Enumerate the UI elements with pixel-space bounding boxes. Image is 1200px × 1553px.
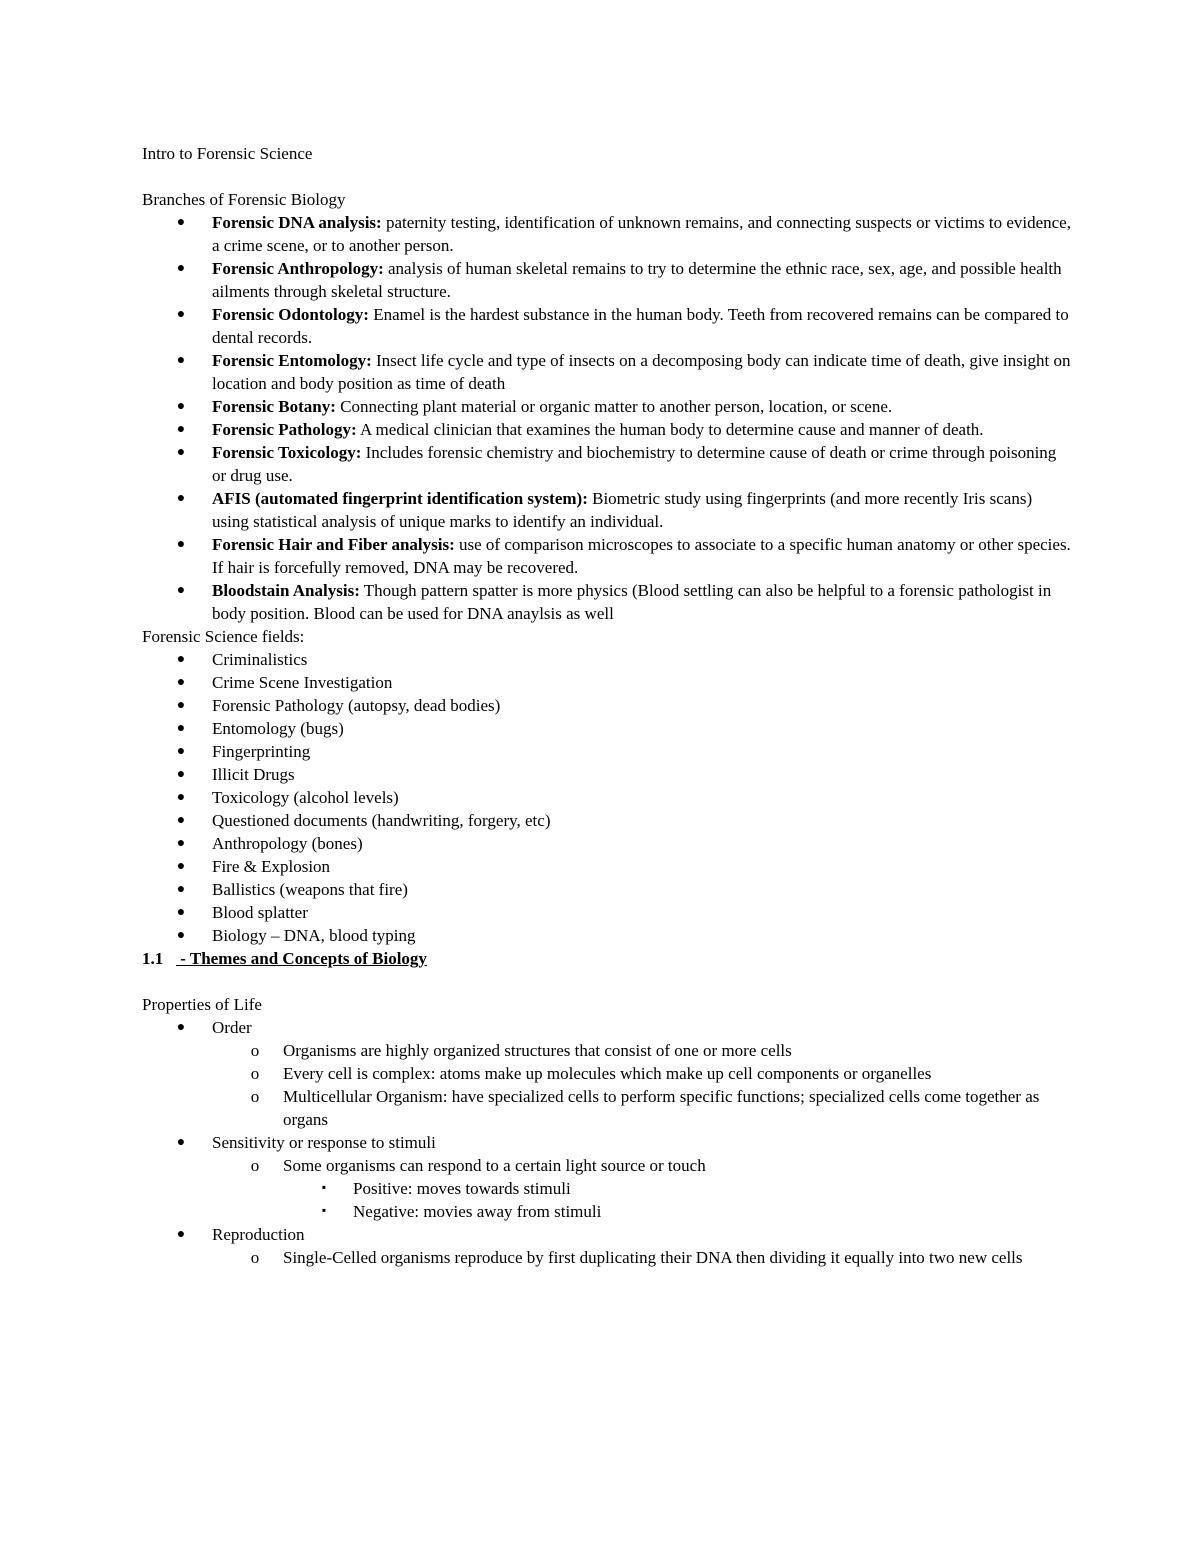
bullet-icon: ●	[176, 721, 186, 736]
branch-term: AFIS (automated fingerprint identification system):	[212, 489, 588, 508]
list-item	[142, 786, 1072, 809]
list-item	[142, 717, 1072, 740]
branch-text: Includes forensic chemistry and biochemistry to determine cause of death or crime through poisoning or drug use.	[212, 443, 1057, 485]
bullet-icon: ●	[176, 790, 186, 805]
list-item	[142, 1016, 1072, 1131]
property-label: Reproduction	[212, 1225, 305, 1244]
list-item	[142, 1131, 1072, 1223]
bullet-icon: ●	[176, 813, 186, 828]
bullet-icon: ●	[176, 215, 186, 230]
list-item	[142, 349, 1072, 395]
section-number: 1.1	[142, 949, 164, 968]
sub-item-text: Single-Celled organisms reproduce by first duplicating their DNA then dividing it equally into two new cells	[283, 1248, 1023, 1267]
property-label: Order	[212, 1018, 252, 1037]
sensitivity-sublist	[212, 1154, 1072, 1223]
field-text: Criminalistics	[212, 650, 308, 669]
branch-term: Forensic Entomology:	[212, 351, 372, 370]
list-item	[142, 257, 1072, 303]
stimuli-sublist	[283, 1177, 1072, 1223]
branch-term: Forensic Pathology:	[212, 420, 357, 439]
bullet-icon: ●	[176, 836, 186, 851]
sub-item-text: Every cell is complex: atoms make up molecules which make up cell components or organelles	[283, 1064, 932, 1083]
sub-item-text: Multicellular Organism: have specialized cells to perform specific functions; specialized cells come together as organs	[283, 1087, 1040, 1129]
branch-text: paternity testing, identification of unknown remains, and connecting suspects or victims to evidence, a crime scene, or to another person.	[212, 213, 1071, 255]
sub-list-item	[212, 1062, 1072, 1085]
field-text: Entomology (bugs)	[212, 719, 344, 738]
field-text: Fingerprinting	[212, 742, 311, 761]
bullet-icon: ●	[176, 859, 186, 874]
fields-list	[142, 648, 1072, 947]
order-sublist	[212, 1039, 1072, 1131]
bullet-icon: ●	[176, 1227, 186, 1242]
list-item	[142, 441, 1072, 487]
bullet-icon: ●	[176, 882, 186, 897]
bullet-icon: ●	[176, 744, 186, 759]
branch-text: A medical clinician that examines the human body to determine cause and manner of death.	[356, 420, 984, 439]
bullet-icon: ●	[176, 767, 186, 782]
field-text: Ballistics (weapons that fire)	[212, 880, 408, 899]
bullet-icon: ●	[176, 698, 186, 713]
list-item	[142, 901, 1072, 924]
branch-term: Forensic Toxicology:	[212, 443, 362, 462]
bullet-icon: ●	[176, 1020, 186, 1035]
list-item	[142, 671, 1072, 694]
bullet-icon: ●	[176, 261, 186, 276]
field-text: Biology – DNA, blood typing	[212, 926, 416, 945]
bullet-icon: ●	[176, 399, 186, 414]
bullet-icon: ●	[176, 583, 186, 598]
properties-heading: Properties of Life	[142, 995, 262, 1014]
section-title: - Themes and Concepts of Biology	[176, 949, 427, 968]
bullet-icon: ●	[176, 1135, 186, 1150]
sub-sub-item-text: Negative: movies away from stimuli	[353, 1202, 602, 1221]
branch-term: Forensic Hair and Fiber analysis:	[212, 535, 455, 554]
sub-list-item	[212, 1085, 1072, 1131]
list-item	[142, 763, 1072, 786]
bullet-icon: ●	[176, 928, 186, 943]
field-text: Forensic Pathology (autopsy, dead bodies)	[212, 696, 501, 715]
branch-text: use of comparison microscopes to associate to a specific human anatomy or other species. If hair is forcefully removed, DNA may be recovered.	[212, 535, 1071, 577]
branch-term: Forensic Anthropology:	[212, 259, 384, 278]
sub-sub-list-item	[283, 1177, 1072, 1200]
branch-text: Though pattern spatter is more physics (Blood settling can also be helpful to a forensic pathologist in body position. Blood can be used for DNA anaylsis as well	[212, 581, 1052, 623]
field-text: Blood splatter	[212, 903, 308, 922]
list-item	[142, 648, 1072, 671]
branch-text: analysis of human skeletal remains to try to determine the ethnic race, sex, age, and possible health ailments through skeletal structure.	[212, 259, 1062, 301]
bullet-icon: ●	[176, 905, 186, 920]
bullet-icon: ●	[176, 307, 186, 322]
list-item	[142, 740, 1072, 763]
sub-item-text: Some organisms can respond to a certain light source or touch	[283, 1156, 706, 1175]
reproduction-sublist	[212, 1246, 1072, 1269]
field-text: Questioned documents (handwriting, forgery, etc)	[212, 811, 551, 830]
sub-list-item	[212, 1154, 1072, 1223]
document-page	[142, 142, 1072, 1269]
circle-bullet-icon: o	[250, 1156, 260, 1175]
circle-bullet-icon: o	[250, 1248, 260, 1267]
list-item	[142, 533, 1072, 579]
list-item	[142, 303, 1072, 349]
list-item	[142, 487, 1072, 533]
document-title: Intro to Forensic Science	[142, 144, 313, 163]
field-text: Illicit Drugs	[212, 765, 295, 784]
sub-list-item	[212, 1246, 1072, 1269]
bullet-icon: ●	[176, 652, 186, 667]
properties-list	[142, 1016, 1072, 1269]
list-item	[142, 395, 1072, 418]
list-item	[142, 832, 1072, 855]
circle-bullet-icon: o	[250, 1064, 260, 1083]
section-heading	[142, 947, 1072, 970]
list-item	[142, 809, 1072, 832]
list-item	[142, 1223, 1072, 1269]
branches-list	[142, 211, 1072, 625]
branch-term: Forensic DNA analysis:	[212, 213, 382, 232]
square-bullet-icon: ▪	[321, 1180, 327, 1194]
circle-bullet-icon: o	[250, 1041, 260, 1060]
list-item	[142, 694, 1072, 717]
sub-sub-item-text: Positive: moves towards stimuli	[353, 1179, 571, 1198]
square-bullet-icon: ▪	[321, 1203, 327, 1217]
list-item	[142, 855, 1072, 878]
branch-text: Connecting plant material or organic matter to another person, location, or scene.	[335, 397, 893, 416]
branch-text: Insect life cycle and type of insects on a decomposing body can indicate time of death, give insight on location and body position as time of death	[212, 351, 1071, 393]
list-item	[142, 418, 1072, 441]
list-item	[142, 924, 1072, 947]
list-item	[142, 878, 1072, 901]
field-text: Crime Scene Investigation	[212, 673, 393, 692]
property-label: Sensitivity or response to stimuli	[212, 1133, 436, 1152]
branch-term: Forensic Odontology:	[212, 305, 369, 324]
bullet-icon: ●	[176, 537, 186, 552]
sub-sub-list-item	[283, 1200, 1072, 1223]
bullet-icon: ●	[176, 445, 186, 460]
branch-term: Bloodstain Analysis:	[212, 581, 360, 600]
bullet-icon: ●	[176, 422, 186, 437]
field-text: Toxicology (alcohol levels)	[212, 788, 399, 807]
branch-text: Biometric study using fingerprints (and more recently Iris scans) using statistical analysis of unique marks to identify an individual.	[212, 489, 1033, 531]
fields-heading: Forensic Science fields:	[142, 627, 305, 646]
field-text: Anthropology (bones)	[212, 834, 363, 853]
branch-text: Enamel is the hardest substance in the human body. Teeth from recovered remains can be compared to dental records.	[212, 305, 1069, 347]
branches-heading: Branches of Forensic Biology	[142, 190, 346, 209]
bullet-icon: ●	[176, 353, 186, 368]
list-item	[142, 211, 1072, 257]
sub-item-text: Organisms are highly organized structures that consist of one or more cells	[283, 1041, 792, 1060]
list-item	[142, 579, 1072, 625]
circle-bullet-icon: o	[250, 1087, 260, 1106]
field-text: Fire & Explosion	[212, 857, 331, 876]
bullet-icon: ●	[176, 491, 186, 506]
sub-list-item	[212, 1039, 1072, 1062]
bullet-icon: ●	[176, 675, 186, 690]
branch-term: Forensic Botany:	[212, 397, 336, 416]
